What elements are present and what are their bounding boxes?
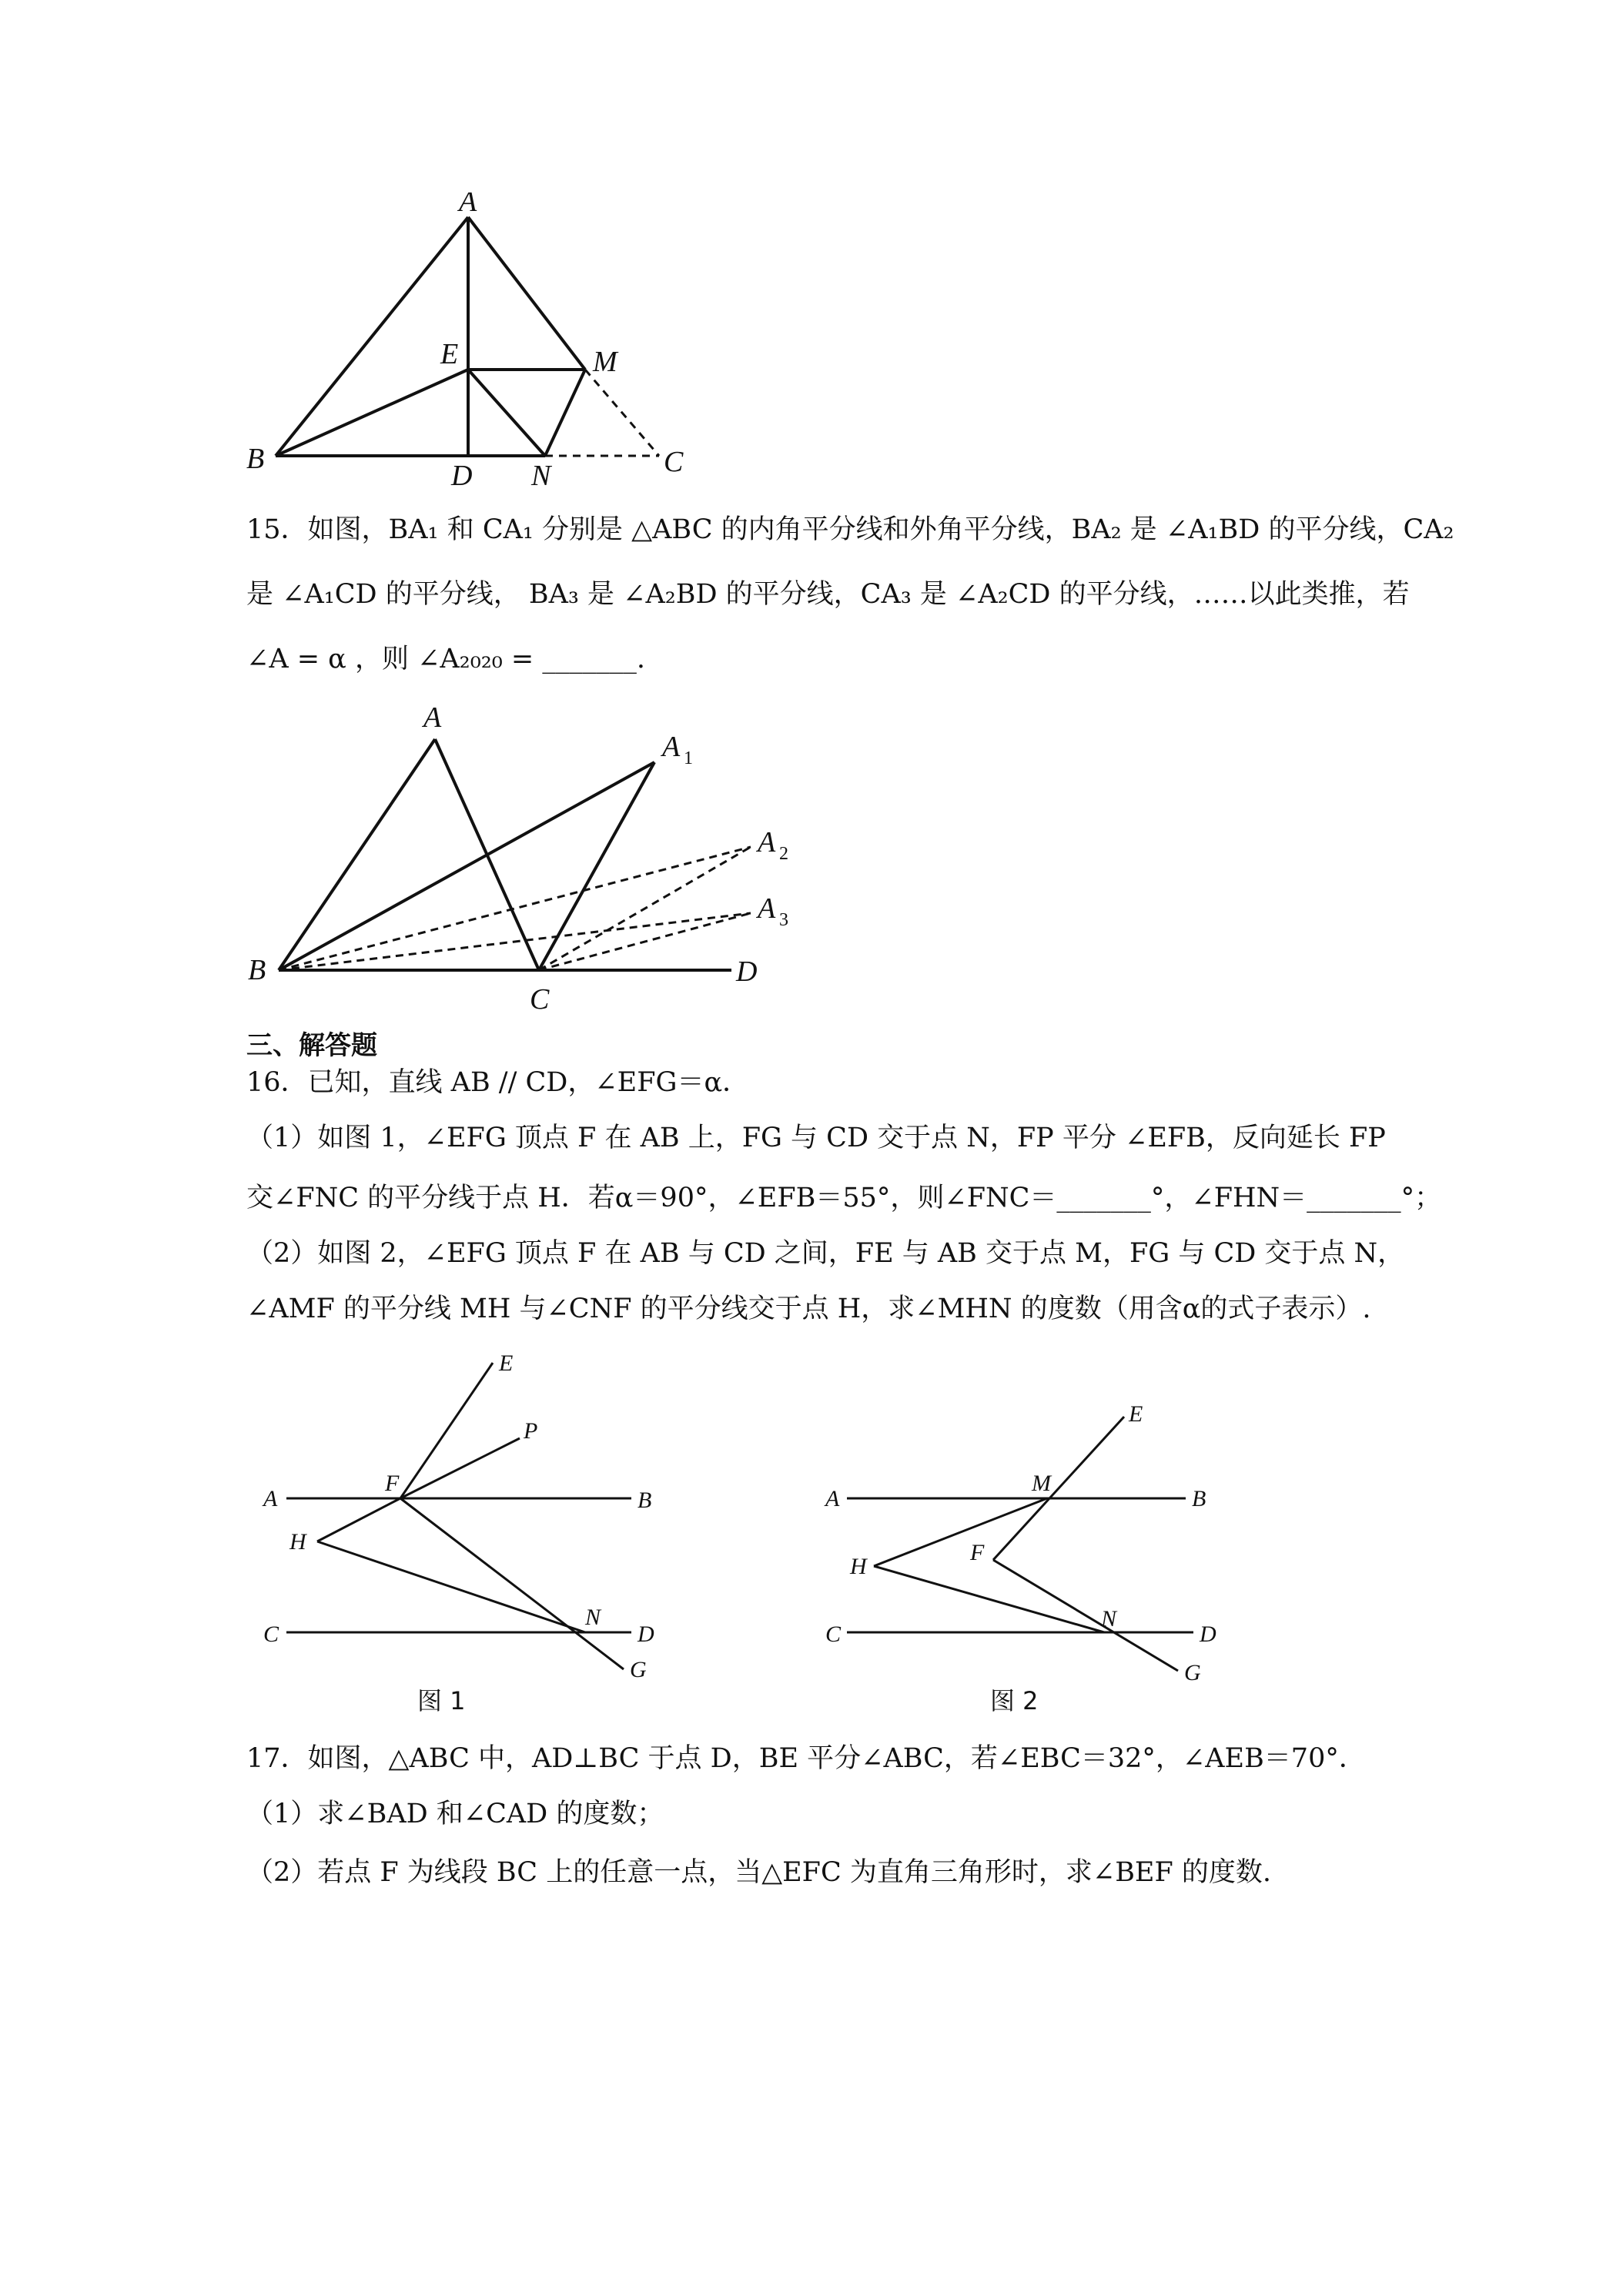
label-H: H bbox=[289, 1529, 306, 1555]
figure-caption-1: 图 1 bbox=[417, 1686, 466, 1715]
figure-caption-2: 图 2 bbox=[990, 1686, 1039, 1715]
label-F: F bbox=[970, 1540, 985, 1565]
figure-q16-2 bbox=[824, 1386, 1255, 1717]
dashed-CA3 bbox=[539, 913, 751, 970]
label-A3-sub: 3 bbox=[779, 910, 788, 930]
line-HN bbox=[874, 1566, 1104, 1632]
label-A2: A bbox=[758, 826, 776, 858]
label-N: N bbox=[531, 460, 551, 485]
parallel-lines-figure-2 bbox=[824, 1386, 1255, 1717]
label-E: E bbox=[499, 1350, 514, 1376]
label-M: M bbox=[593, 346, 617, 378]
label-D: D bbox=[736, 956, 758, 988]
angle-bisector-diagram bbox=[231, 693, 816, 1016]
dashed-MC bbox=[585, 370, 659, 456]
label-E: E bbox=[1129, 1401, 1143, 1427]
label-A: A bbox=[825, 1486, 840, 1511]
label-P: P bbox=[524, 1418, 538, 1444]
label-N: N bbox=[585, 1605, 601, 1630]
label-A3: A bbox=[758, 892, 776, 925]
q17-line-2: （1）求∠BAD 和∠CAD 的度数； bbox=[246, 1799, 664, 1829]
line-AB bbox=[276, 217, 468, 456]
label-B: B bbox=[248, 954, 266, 986]
label-B: B bbox=[637, 1488, 652, 1513]
line-MN bbox=[545, 370, 585, 456]
q16-line-3: 交∠FNC 的平分线于点 H．若α＝90°，∠EFB＝55°，则∠FNC＝_______°，∠FHN＝_______°； bbox=[246, 1183, 1442, 1213]
q17-line-1: 17．如图，△ABC 中，AD⊥BC 于点 D，BE 平分∠ABC，若∠EBC＝32°，∠AEB＝70°． bbox=[246, 1743, 1366, 1774]
line-BE bbox=[276, 370, 468, 456]
label-A1-sub: 1 bbox=[684, 748, 693, 768]
label-H: H bbox=[850, 1554, 867, 1579]
figure-q16-1 bbox=[246, 1347, 724, 1717]
label-A1: A bbox=[662, 731, 681, 763]
parallel-lines-figure-1 bbox=[246, 1347, 724, 1717]
ray-FE bbox=[993, 1417, 1124, 1560]
label-G: G bbox=[1184, 1660, 1201, 1685]
q16-line-4: （2）如图 2，∠EFG 顶点 F 在 AB 与 CD 之间，FE 与 AB 交于点 M，FG 与 CD 交于点 N， bbox=[246, 1238, 1405, 1269]
line-AM bbox=[468, 217, 585, 370]
section-heading: 三、解答题 bbox=[246, 1030, 377, 1061]
dashed-BA3 bbox=[279, 913, 751, 970]
figure-q15 bbox=[231, 693, 816, 1016]
q16-line-2: （1）如图 1，∠EFG 顶点 F 在 AB 上，FG 与 CD 交于点 N，FP 平分 ∠EFB，反向延长 FP bbox=[246, 1123, 1386, 1153]
line-MH bbox=[874, 1498, 1047, 1566]
line-FH bbox=[317, 1498, 400, 1541]
line-HN bbox=[317, 1541, 585, 1632]
q16-line-1: 16．已知，直线 AB // CD，∠EFG＝α． bbox=[246, 1067, 750, 1098]
label-E: E bbox=[440, 338, 459, 370]
label-C: C bbox=[530, 983, 550, 1016]
line-EN bbox=[468, 370, 545, 456]
ray-FG bbox=[993, 1560, 1178, 1671]
label-D: D bbox=[451, 460, 473, 485]
q15-line-2: 是 ∠A₁CD 的平分线， BA₃ 是 ∠A₂BD 的平分线，CA₃ 是 ∠A₂CD 的平分线，……以此类推，若 bbox=[246, 579, 1410, 610]
label-A: A bbox=[263, 1486, 278, 1511]
ray-FG bbox=[400, 1498, 624, 1669]
figure-q14 bbox=[231, 192, 708, 485]
label-A: A bbox=[423, 701, 442, 734]
label-G: G bbox=[630, 1657, 647, 1682]
q15-line-1: 15．如图，BA₁ 和 CA₁ 分别是 △ABC 的内角平分线和外角平分线，BA₂ 是 ∠A₁BD 的平分线，CA₂ bbox=[246, 514, 1454, 545]
label-M: M bbox=[1032, 1471, 1051, 1496]
label-N: N bbox=[1101, 1606, 1117, 1632]
triangle-diagram bbox=[231, 192, 708, 485]
q17-line-3: （2）若点 F 为线段 BC 上的任意一点，当△EFC 为直角三角形时，求∠BEF 的度数. bbox=[246, 1857, 1271, 1888]
label-B: B bbox=[246, 443, 265, 475]
ray-FP bbox=[400, 1438, 520, 1498]
label-B: B bbox=[1192, 1486, 1206, 1511]
label-C: C bbox=[263, 1622, 279, 1647]
label-A2-sub: 2 bbox=[779, 844, 788, 864]
label-C: C bbox=[825, 1622, 842, 1647]
label-C: C bbox=[664, 446, 684, 478]
ray-FE bbox=[400, 1363, 493, 1498]
q15-line-3: ∠A = α ，则 ∠A₂₀₂₀ = _______. bbox=[246, 644, 645, 674]
label-D: D bbox=[1200, 1622, 1216, 1647]
label-A: A bbox=[459, 192, 477, 218]
label-D: D bbox=[637, 1622, 654, 1647]
label-F: F bbox=[385, 1471, 400, 1496]
q16-line-5: ∠AMF 的平分线 MH 与∠CNF 的平分线交于点 H，求∠MHN 的度数（用含α的式子表示）. bbox=[246, 1294, 1371, 1324]
dashed-CA2 bbox=[539, 847, 751, 970]
